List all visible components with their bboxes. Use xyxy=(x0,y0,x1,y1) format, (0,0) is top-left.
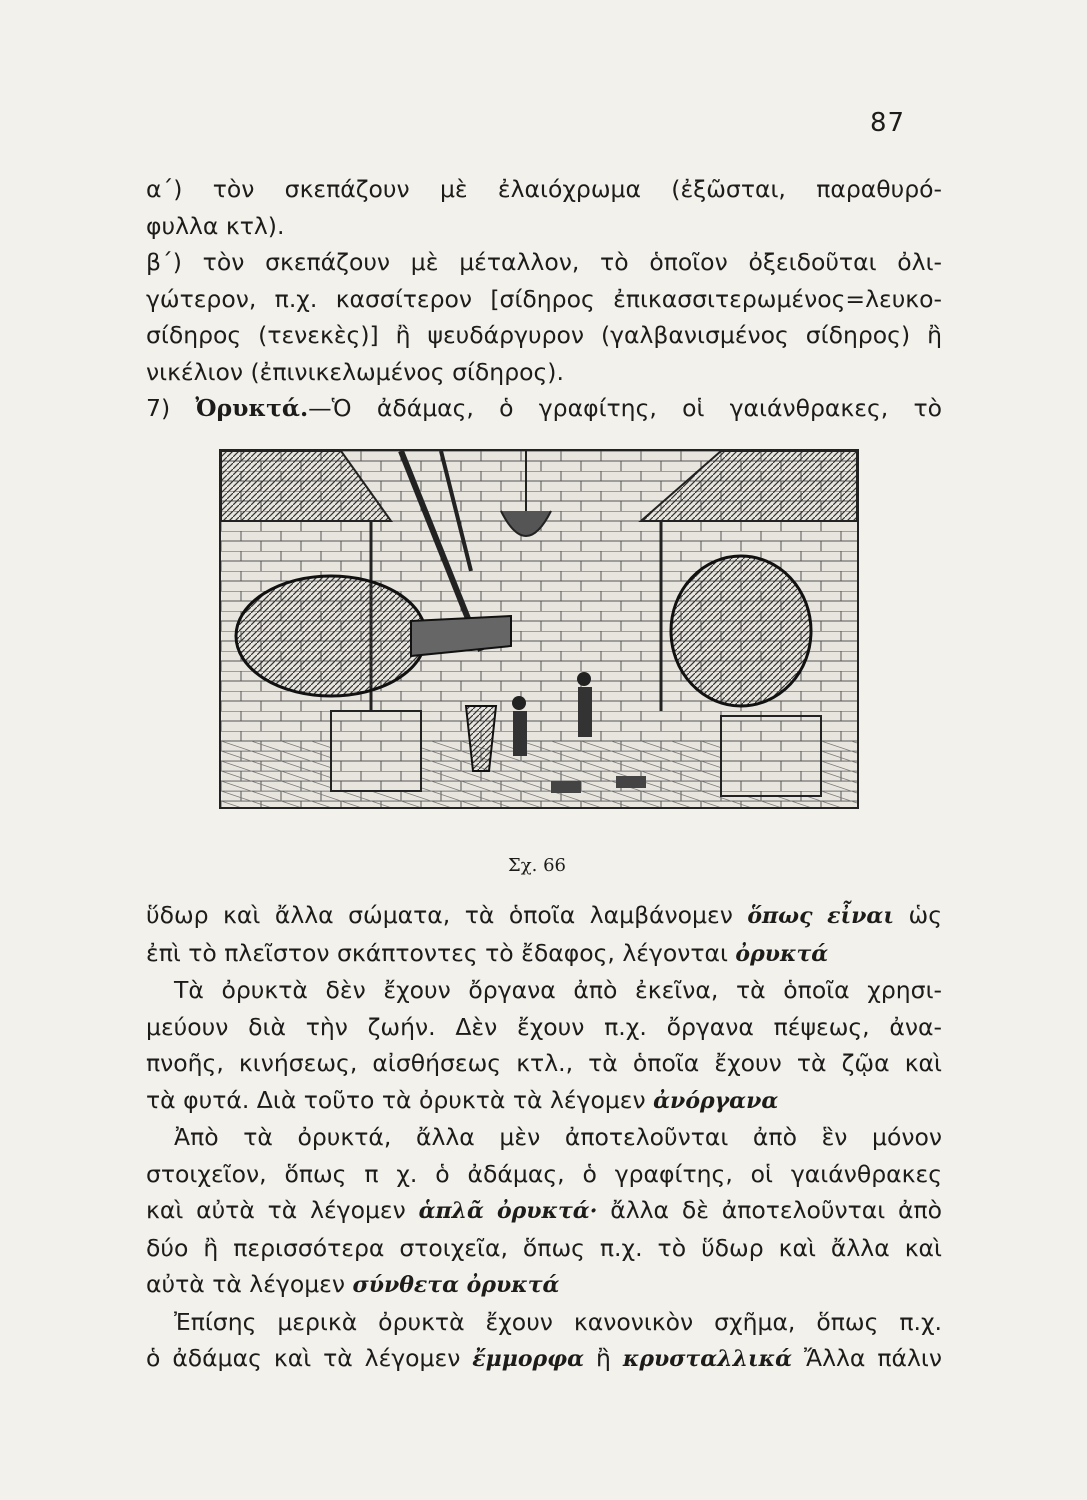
text-line xyxy=(146,935,942,973)
figure-caption: Σχ. 66 xyxy=(508,855,566,876)
bottom-paragraphs xyxy=(146,897,942,1378)
foundry-engraving xyxy=(221,451,857,807)
text-segment: τὰ φυτά. Διὰ τοῦτο τὰ ὀρυκτὰ τὰ λέγομεν xyxy=(146,1085,646,1114)
section-title: Ὀρυκτά. xyxy=(195,394,309,422)
emphasis-term: ἀνόργανα xyxy=(653,1087,779,1114)
section-heading-line xyxy=(146,390,942,427)
section-lead: —Ὁ ἀδάμας, ὁ γραφίτης, οἱ γαιάνθρακες, τὸ xyxy=(308,394,942,422)
text-line: σίδηρος (τενεκὲς)] ἢ ψευδάργυρον (γαλβανισμένος σίδηρος) ἢ xyxy=(146,321,942,349)
text-segment: αὐτὰ τὰ λέγομεν xyxy=(146,1270,345,1298)
text-line: Ἀπὸ τὰ ὀρυκτά, ἄλλα μὲν ἀποτελοῦνται ἀπὸ ἓν μόνον xyxy=(174,1123,942,1151)
text-line: νικέλιον (ἐπινικελωμένος σίδηρος). xyxy=(146,357,564,386)
emphasis-term: σύνθετα ὀρυκτά xyxy=(352,1272,560,1298)
text-line: β΄) τὸν σκεπάζουν μὲ μέταλλον, τὸ ὁποῖον ὀξειδοῦται ὀλι- xyxy=(146,248,942,276)
figure-illustration xyxy=(219,449,859,809)
text-segment: ὡς xyxy=(908,901,942,929)
text-line: Ἐπίσης μερικὰ ὀρυκτὰ ἔχουν κανονικὸν σχῆμα, ὅπως π.χ. xyxy=(174,1307,942,1336)
section-number: 7) xyxy=(146,394,171,422)
text-line: πνοῆς, κινήσεως, αἰσθήσεως κτλ., τὰ ὁποῖα ἔχουν τὰ ζῷα καὶ xyxy=(146,1049,942,1077)
text-line xyxy=(146,1266,942,1304)
emphasis-term: κρυσταλλικά xyxy=(622,1346,793,1372)
emphasis-term: ὀρυκτά xyxy=(735,940,829,967)
text-line: Τὰ ὀρυκτὰ δὲν ἔχουν ὄργανα ἀπὸ ἐκεῖνα, τὰ ὁποῖα χρησι- xyxy=(174,976,942,1004)
page-number: 87 xyxy=(870,108,906,138)
text-segment: ὕδωρ καὶ ἄλλα σώματα, τὰ ὁποῖα λαμβάνομεν xyxy=(146,901,733,929)
text-line: δύο ἢ περισσότερα στοιχεῖα, ὅπως π.χ. τὸ ὕδωρ καὶ ἄλλα καὶ xyxy=(146,1233,942,1262)
text-line: φυλλα κτλ). xyxy=(146,211,285,240)
text-line xyxy=(146,1082,942,1120)
top-paragraphs xyxy=(146,171,942,427)
text-line xyxy=(146,897,942,935)
emphasis-term: ἁπλᾶ ὀρυκτά· xyxy=(418,1198,598,1224)
text-line: μεύουν διὰ τὴν ζωήν. Δὲν ἔχουν π.χ. ὄργανα πέψεως, ἀνα- xyxy=(146,1012,942,1041)
text-segment: ὁ ἀδάμας καὶ τὰ λέγομεν xyxy=(146,1344,461,1372)
emphasis-term: ὅπως εἶναι xyxy=(747,903,895,929)
text-line: στοιχεῖον, ὅπως π χ. ὁ ἀδάμας, ὁ γραφίτης, οἱ γαιάνθρακες xyxy=(146,1159,942,1188)
text-line xyxy=(146,1192,942,1230)
text-segment: Ἄλλα πάλιν xyxy=(804,1344,942,1372)
text-segment: ἢ xyxy=(595,1344,611,1372)
text-segment: ἄλλα δὲ ἀποτελοῦνται ἀπὸ xyxy=(610,1196,942,1224)
text-segment: ἐπὶ τὸ πλεῖστον σκάπτοντες τὸ ἔδαφος, λέγονται xyxy=(146,938,728,967)
text-line: α΄) τὸν σκεπάζουν μὲ ἐλαιόχρωμα (ἐξῶσται, παραθυρό- xyxy=(146,175,942,203)
text-line: γώτερον, π.χ. κασσίτερον [σίδηρος ἐπικασσιτερωμένος=λευκο- xyxy=(146,284,942,313)
text-line xyxy=(146,1340,942,1378)
text-segment: καὶ αὐτὰ τὰ λέγομεν xyxy=(146,1196,406,1224)
emphasis-term: ἔμμορφα xyxy=(472,1346,585,1372)
